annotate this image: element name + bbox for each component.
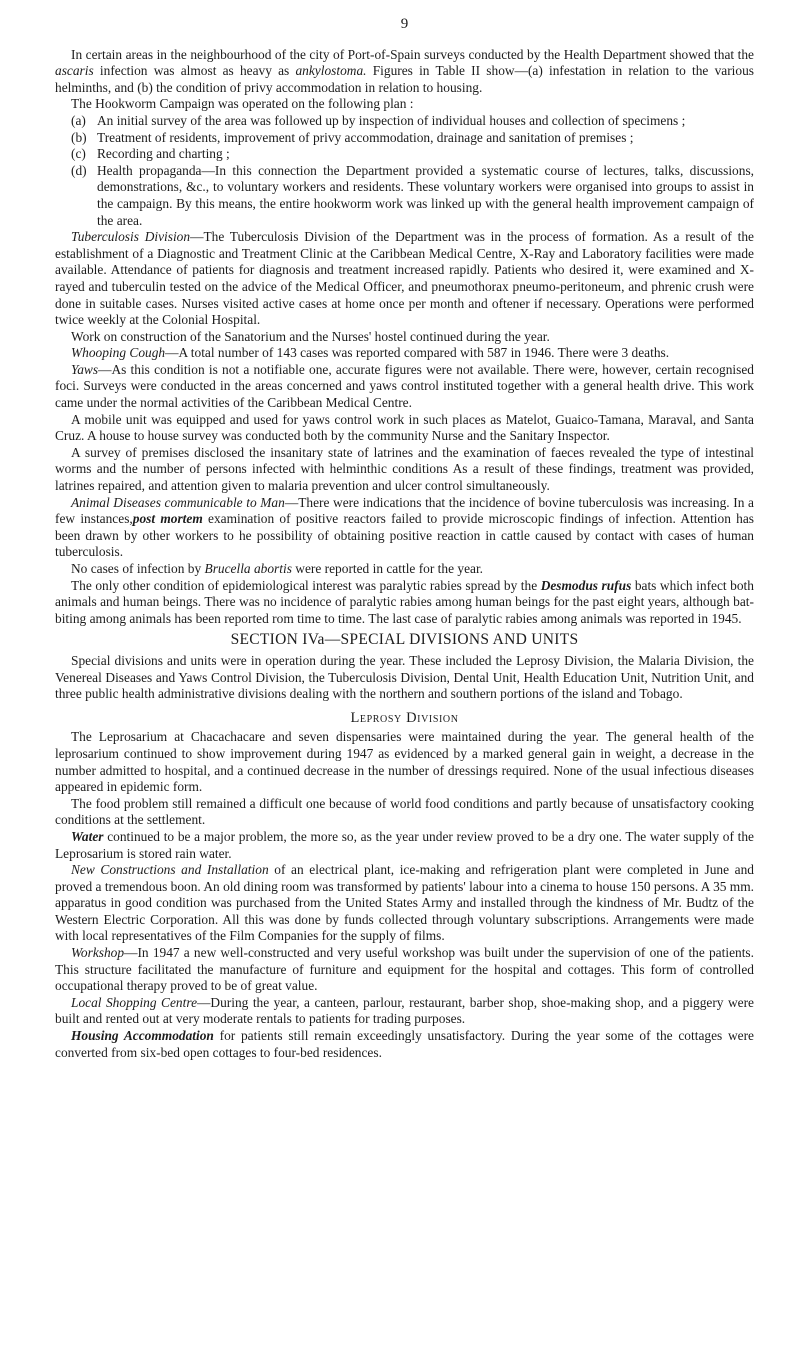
ankylostoma-term: ankylostoma. <box>295 63 367 79</box>
housing-heading: Housing Accommodation <box>71 1028 214 1044</box>
intro-text: In certain areas in the neighbourhood of the city of Port-of-Spain surveys conducted by the Health Department showed that the <box>71 46 754 62</box>
section-heading: SECTION IVa—SPECIAL DIVISIONS AND UNITS <box>230 631 579 649</box>
water-paragraph <box>55 829 754 862</box>
rabies-text-cont: bats which infect both animals and human beings. There was no incidence of paralytic rabies among human beings for the past eight years, although bat-biting among animals has been reported rom time to time. The last case of paralytic rabies among animals was reported in 1945. <box>55 577 754 626</box>
workshop-heading: Workshop <box>71 945 125 961</box>
animal-diseases-text-cont: examination of positive reactors failed to provide microscopic findings of infection. Attention has been drawn by other workers to he possibility of obtaining positive reaction in cattle caused by contact with cases of human tuberculosis. <box>55 511 755 560</box>
new-constructions-paragraph <box>55 862 754 945</box>
tuberculosis-text: —The Tuberculosis Division of the Department was in the process of formation. As a result of the establishment of a Diagnostic and Treatment Clinic at the Caribbean Medical Centre, X-Ray and Laboratory facilities were made available. Attendance of patients for diagnosis and treatment increased rapidly. Patients who desired it, were examined and X-rayed and tuberculin tested on the advice of the Medical Officer, and pneumothorax pneumo-peritoneum, and phrenic crush were done in suitable cases. Nurses visited active cases at home once per month and oftener if necessary. Operations were performed twice weekly at the Colonial Hospital. <box>55 229 754 328</box>
sanatorium-paragraph: Work on construction of the Sanatorium and the Nurses' hostel continued during the year. <box>71 328 550 344</box>
plan-item-label: (a) <box>71 112 86 128</box>
animal-diseases-heading: Animal Diseases communicable to Man <box>71 494 285 510</box>
plan-item-text: Recording and charting ; <box>97 146 230 162</box>
new-constructions-text: of an electrical plant, ice-making and refrigeration plant were completed in June and proved a tremendous boon. An old dining room was transformed by patients' labour into a cinema to house 150 persons. A 35 mm. apparatus in good condition was purchased from the United States Army and installed through the kindness of Mr. Budtz of the Western Electric Corporation. All this was done by funds collected through voluntary subscriptions. Arrangements were made with local representatives of the Film Companies for the supply of films. <box>55 862 754 944</box>
intro-end-text: Figures in Table II show—(a) infestation in relation to the various helminths, and (b) the condition of privy accommodation in relation to housing. <box>55 63 754 95</box>
plan-item-label: (b) <box>71 129 87 145</box>
yaws-survey-paragraph: A survey of premises disclosed the insanitary state of latrines and the examination of faeces revealed the type of intestinal worms and the number of persons infected with helminthic conditions As a result of these findings, treatment was provided, latrines repaired, and attention given to malaria prevention and ulcer control simultaneously. <box>55 444 754 494</box>
rabies-paragraph <box>55 578 754 628</box>
shopping-centre-heading: Local Shopping Centre <box>71 994 198 1010</box>
workshop-text: —In 1947 a new well-constructed and very useful workshop was built under the supervision of one of the patients. This structure facilitated the manufacture of furniture and equipment for the hospital and cottages. This form of controlled occupational therapy proved to be of great value. <box>55 945 754 994</box>
leprosy-paragraph: The Leprosarium at Chacachacare and seven dispensaries were maintained during the year. The general health of the leprosarium continued to show improvement during 1947 as evidenced by a marked general gain in weight, a decrease in the number admitted to hospital, and a continued decrease in the number of dressings required. None of the usual infectious diseases appeared in epidemic form. <box>55 729 754 795</box>
new-constructions-heading: New Constructions and Installation <box>71 862 269 878</box>
brucella-term: Brucella abortis <box>204 561 292 576</box>
brucella-paragraph <box>55 561 754 578</box>
whooping-cough-paragraph <box>55 345 754 362</box>
whooping-cough-text: —A total number of 143 cases was reported compared with 587 in 1946. There were 3 deaths. <box>165 345 670 361</box>
yaws-paragraph <box>55 362 754 412</box>
section-paragraph: Special divisions and units were in operation during the year. These included the Leprosy Division, the Malaria Division, the Venereal Diseases and Yaws Control Division, the Tuberculosis Division, Dental Unit, Health Education Unit, Nutrition Unit, and three public health administrative divisions dealing with the northern and southern portions of the island and Tobago. <box>55 652 754 702</box>
workshop-paragraph <box>55 945 754 995</box>
animal-diseases-text: —There were indications that the incidence of bovine tuberculosis was increasing. In a few instances, <box>55 494 754 527</box>
plan-item <box>71 163 754 229</box>
plan-item <box>71 146 754 163</box>
plan-item-text: An initial survey of the area was followed up by inspection of individual houses and collection of specimens ; <box>97 112 686 128</box>
intro-mid-text: infection was almost as heavy as <box>99 63 290 79</box>
hookworm-lead: The Hookworm Campaign was operated on the following plan : <box>71 96 414 112</box>
food-paragraph: The food problem still remained a difficult one because of world food conditions and partly because of unsatisfactory cooking conditions at the settlement. <box>55 795 754 828</box>
water-text: continued to be a major problem, the more so, as the year under review proved to be a dry one. The water supply of the Leprosarium is stored rain water. <box>55 828 754 861</box>
yaws-heading: Yaws <box>71 361 99 377</box>
post-mortem-term: post mortem <box>132 511 203 527</box>
plan-item-text: Treatment of residents, improvement of privy accommodation, drainage and sanitation of premises ; <box>97 129 634 145</box>
housing-paragraph <box>55 1028 754 1061</box>
ascaris-term: ascaris <box>55 63 94 79</box>
plan-item-label: (c) <box>71 146 86 162</box>
housing-text: for patients still remain exceedingly unsatisfactory. During the year some of the cottages were converted from six-bed open cottages to four-bed residences. <box>55 1028 754 1060</box>
brucella-text: No cases of infection by <box>71 561 202 576</box>
plan-item-label: (d) <box>71 162 87 178</box>
plan-item-text: Health propaganda—In this connection the Department provided a systematic course of lectures, talks, discussions, demonstrations, &c., to voluntary workers and residents. These voluntary workers were organised into groups to assist in the campaign. By this means, the entire hookworm work was linked up with the general health improvement campaign of the area. <box>97 162 754 228</box>
rabies-text: The only other condition of epidemiological interest was paralytic rabies spread by the <box>71 577 538 593</box>
page-number: 9 <box>400 16 409 32</box>
plan-item <box>71 113 754 130</box>
intro-paragraph <box>55 47 754 97</box>
animal-diseases-paragraph <box>55 495 754 561</box>
leprosy-heading: Leprosy Division <box>350 709 459 726</box>
tuberculosis-heading: Tuberculosis Division <box>71 229 191 245</box>
water-heading: Water <box>71 828 104 844</box>
desmodus-term: Desmodus rufus <box>540 577 632 593</box>
shopping-centre-paragraph <box>55 995 754 1028</box>
tuberculosis-paragraph <box>55 229 754 329</box>
brucella-text-cont: were reported in cattle for the year. <box>295 561 484 576</box>
yaws-mobile-unit-paragraph: A mobile unit was equipped and used for yaws control work in such places as Matelot, Guaico-Tamana, Maraval, and Santa Cruz. A house to house survey was conducted both by the community Nurse and the Sanitary Inspector. <box>55 411 754 444</box>
shopping-centre-text: —During the year, a canteen, parlour, restaurant, barber shop, shoe-making shop, and a piggery were built and rented out at very moderate rentals to patients for trading purposes. <box>55 994 754 1027</box>
yaws-text: —As this condition is not a notifiable one, accurate figures were not available. There were, however, certain recognised foci. Surveys were conducted in the areas concerned and yaws control instituted together with a general health drive. This work came under the normal activities of the Caribbean Medical Centre. <box>55 361 754 411</box>
plan-item <box>71 130 754 147</box>
whooping-cough-heading: Whooping Cough <box>71 345 166 361</box>
